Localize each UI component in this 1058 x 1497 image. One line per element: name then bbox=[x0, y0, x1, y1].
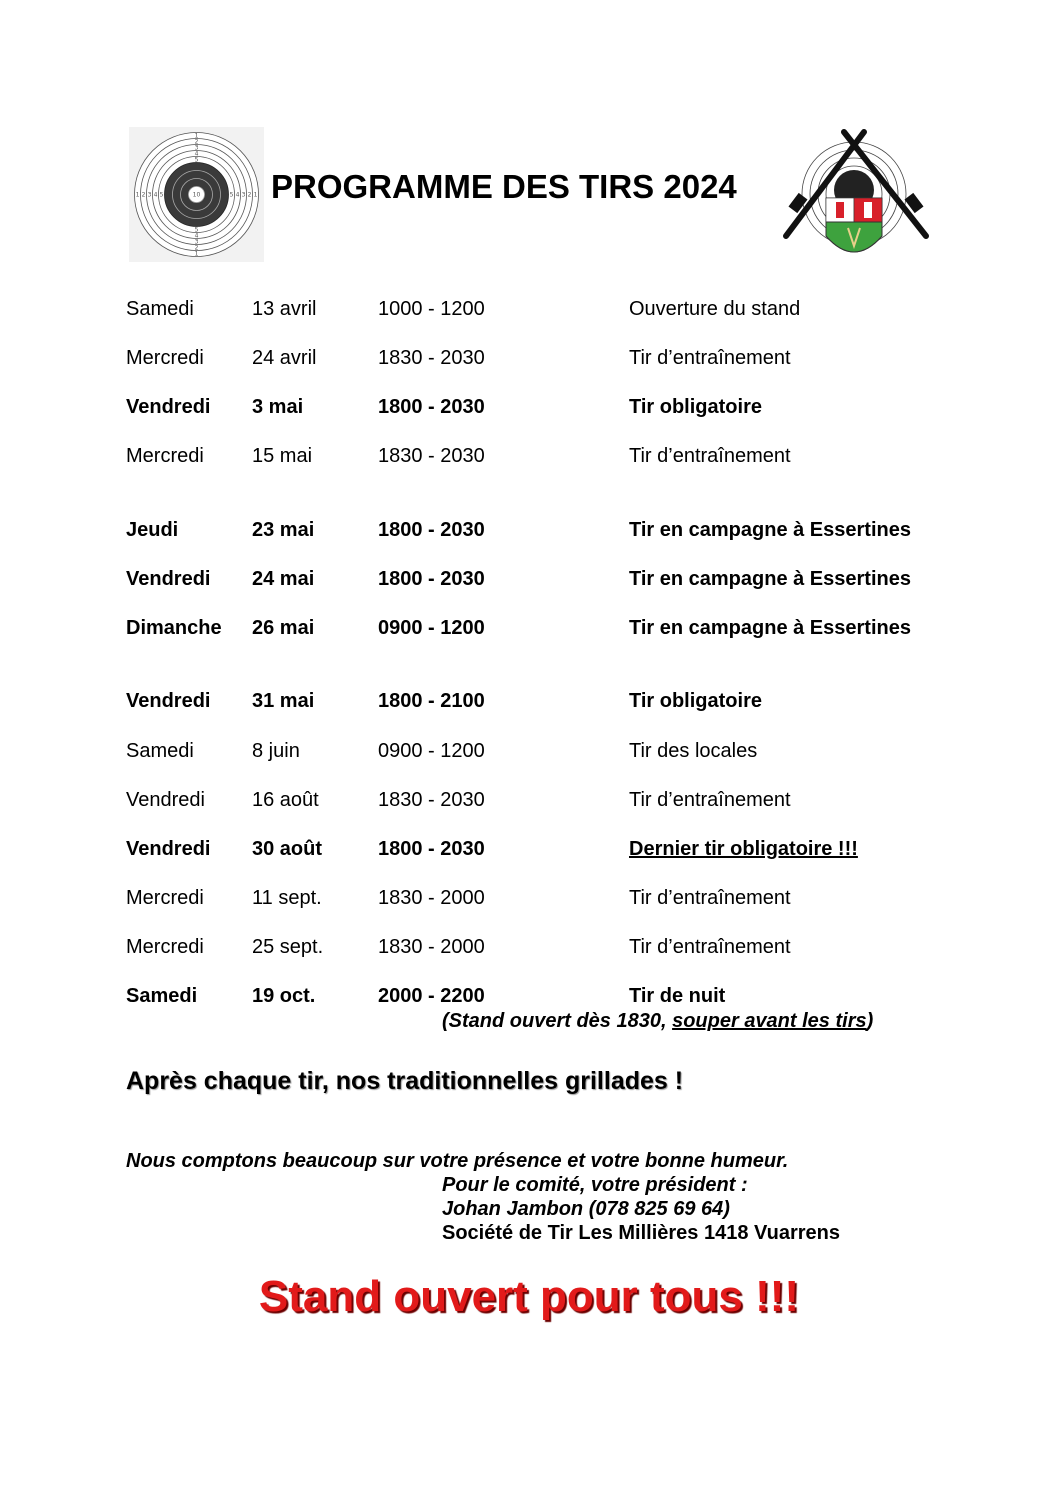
schedule-date: 26 mai bbox=[252, 617, 315, 639]
ring-label: 3 bbox=[194, 144, 199, 152]
schedule-date: 30 août bbox=[252, 838, 323, 860]
ring-label: 5 bbox=[229, 191, 234, 199]
ring-label: 2 bbox=[194, 244, 199, 252]
schedule-event: Tir d’entraînement bbox=[629, 445, 791, 467]
schedule-day: Vendredi bbox=[126, 396, 211, 418]
schedule-day: Mercredi bbox=[126, 445, 204, 467]
schedule-time: 0900 - 1200 bbox=[378, 617, 485, 639]
schedule-day: Vendredi bbox=[126, 568, 211, 590]
schedule-time: 1830 - 2030 bbox=[378, 789, 485, 811]
schedule-day: Mercredi bbox=[126, 347, 204, 369]
club-crest-icon bbox=[776, 128, 936, 266]
schedule-event: Tir d’entraînement bbox=[629, 347, 791, 369]
schedule-time: 1800 - 2100 bbox=[378, 690, 485, 712]
schedule-time: 2000 - 2200 bbox=[378, 985, 485, 1007]
schedule-event: Tir des locales bbox=[629, 740, 758, 762]
ring-label: 1 bbox=[253, 191, 258, 199]
ring-label: 4 bbox=[153, 191, 158, 199]
schedule-time: 1000 - 1200 bbox=[378, 298, 485, 320]
schedule-event: Tir obligatoire bbox=[629, 690, 762, 712]
schedule-date: 8 juin bbox=[252, 740, 300, 762]
ring-label: 5 bbox=[159, 191, 164, 199]
target-logo bbox=[129, 127, 264, 262]
club-logo bbox=[776, 128, 936, 266]
schedule-day: Samedi bbox=[126, 298, 194, 320]
schedule-date: 19 oct. bbox=[252, 985, 316, 1007]
schedule-date: 11 sept. bbox=[252, 887, 322, 909]
ring-label: 5 bbox=[194, 156, 199, 164]
schedule-date: 15 mai bbox=[252, 445, 313, 467]
schedule-event: Tir d’entraînement bbox=[629, 789, 791, 811]
ring-label: 5 bbox=[194, 226, 199, 234]
closing-message: Nous comptons beaucoup sur votre présence et votre bonne humeur. bbox=[126, 1150, 789, 1172]
schedule-time: 1800 - 2030 bbox=[378, 519, 485, 541]
schedule-day: Jeudi bbox=[126, 519, 179, 541]
schedule-event: Tir d’entraînement bbox=[629, 936, 791, 958]
schedule-date: 25 sept. bbox=[252, 936, 324, 958]
ring-label: 4 bbox=[194, 232, 199, 240]
ring-label: 3 bbox=[147, 191, 152, 199]
ring-label: 3 bbox=[194, 238, 199, 246]
schedule-date: 23 mai bbox=[252, 519, 315, 541]
schedule-time: 1830 - 2000 bbox=[378, 936, 485, 958]
ring-label-center: 10 bbox=[192, 191, 201, 199]
schedule-time: 1800 - 2030 bbox=[378, 396, 485, 418]
schedule-date: 31 mai bbox=[252, 690, 315, 712]
schedule-time: 1830 - 2000 bbox=[378, 887, 485, 909]
schedule-day: Vendredi bbox=[126, 690, 211, 712]
schedule-day: Samedi bbox=[126, 985, 198, 1007]
schedule-day: Samedi bbox=[126, 740, 194, 762]
ring-label: 4 bbox=[235, 191, 240, 199]
signature-line-1: Pour le comité, votre président : bbox=[442, 1174, 748, 1196]
schedule-event: Tir de nuit bbox=[629, 985, 726, 1007]
ring-label: 2 bbox=[194, 138, 199, 146]
grill-announcement: Après chaque tir, nos traditionnelles grillades ! bbox=[126, 1067, 684, 1095]
footer-banner: Stand ouvert pour tous !!! bbox=[258, 1272, 800, 1321]
target-icon bbox=[129, 127, 264, 262]
schedule-date: 24 mai bbox=[252, 568, 315, 590]
signature-line-2: Johan Jambon (078 825 69 64) bbox=[442, 1198, 730, 1220]
schedule-day: Mercredi bbox=[126, 887, 204, 909]
schedule-event: Tir en campagne à Essertines bbox=[629, 519, 911, 541]
note-text: (Stand ouvert dès 1830, bbox=[442, 1010, 673, 1032]
schedule-time: 1800 - 2030 bbox=[378, 838, 485, 860]
signature-line-3: Société de Tir Les Millières 1418 Vuarrens bbox=[442, 1222, 840, 1244]
schedule-event: Tir en campagne à Essertines bbox=[629, 617, 911, 639]
ring-label: 2 bbox=[247, 191, 252, 199]
note-underlined: souper avant les tirs bbox=[672, 1010, 867, 1032]
schedule-time: 0900 - 1200 bbox=[378, 740, 485, 762]
schedule-event: Ouverture du stand bbox=[629, 298, 801, 320]
schedule-time: 1800 - 2030 bbox=[378, 568, 485, 590]
ring-label: 1 bbox=[194, 250, 199, 258]
schedule-date: 3 mai bbox=[252, 396, 304, 418]
page-title: PROGRAMME DES TIRS 2024 bbox=[271, 168, 737, 205]
schedule-time: 1830 - 2030 bbox=[378, 445, 485, 467]
ring-label: 3 bbox=[241, 191, 246, 199]
schedule-event: Tir d’entraînement bbox=[629, 887, 791, 909]
schedule-event: Dernier tir obligatoire !!! bbox=[629, 838, 858, 860]
schedule-event: Tir obligatoire bbox=[629, 396, 762, 418]
schedule-date: 16 août bbox=[252, 789, 319, 811]
night-shoot-note bbox=[442, 1010, 873, 1033]
ring-label: 4 bbox=[194, 150, 199, 158]
schedule-date: 13 avril bbox=[252, 298, 317, 320]
schedule-day: Vendredi bbox=[126, 838, 211, 860]
ring-label: 1 bbox=[194, 132, 199, 140]
ring-label: 2 bbox=[141, 191, 146, 199]
schedule-day: Vendredi bbox=[126, 789, 205, 811]
note-close: ) bbox=[866, 1010, 874, 1032]
ring-label: 1 bbox=[135, 191, 140, 199]
schedule-day: Dimanche bbox=[126, 617, 222, 639]
schedule-day: Mercredi bbox=[126, 936, 204, 958]
schedule-time: 1830 - 2030 bbox=[378, 347, 485, 369]
schedule-event: Tir en campagne à Essertines bbox=[629, 568, 911, 590]
schedule-date: 24 avril bbox=[252, 347, 317, 369]
